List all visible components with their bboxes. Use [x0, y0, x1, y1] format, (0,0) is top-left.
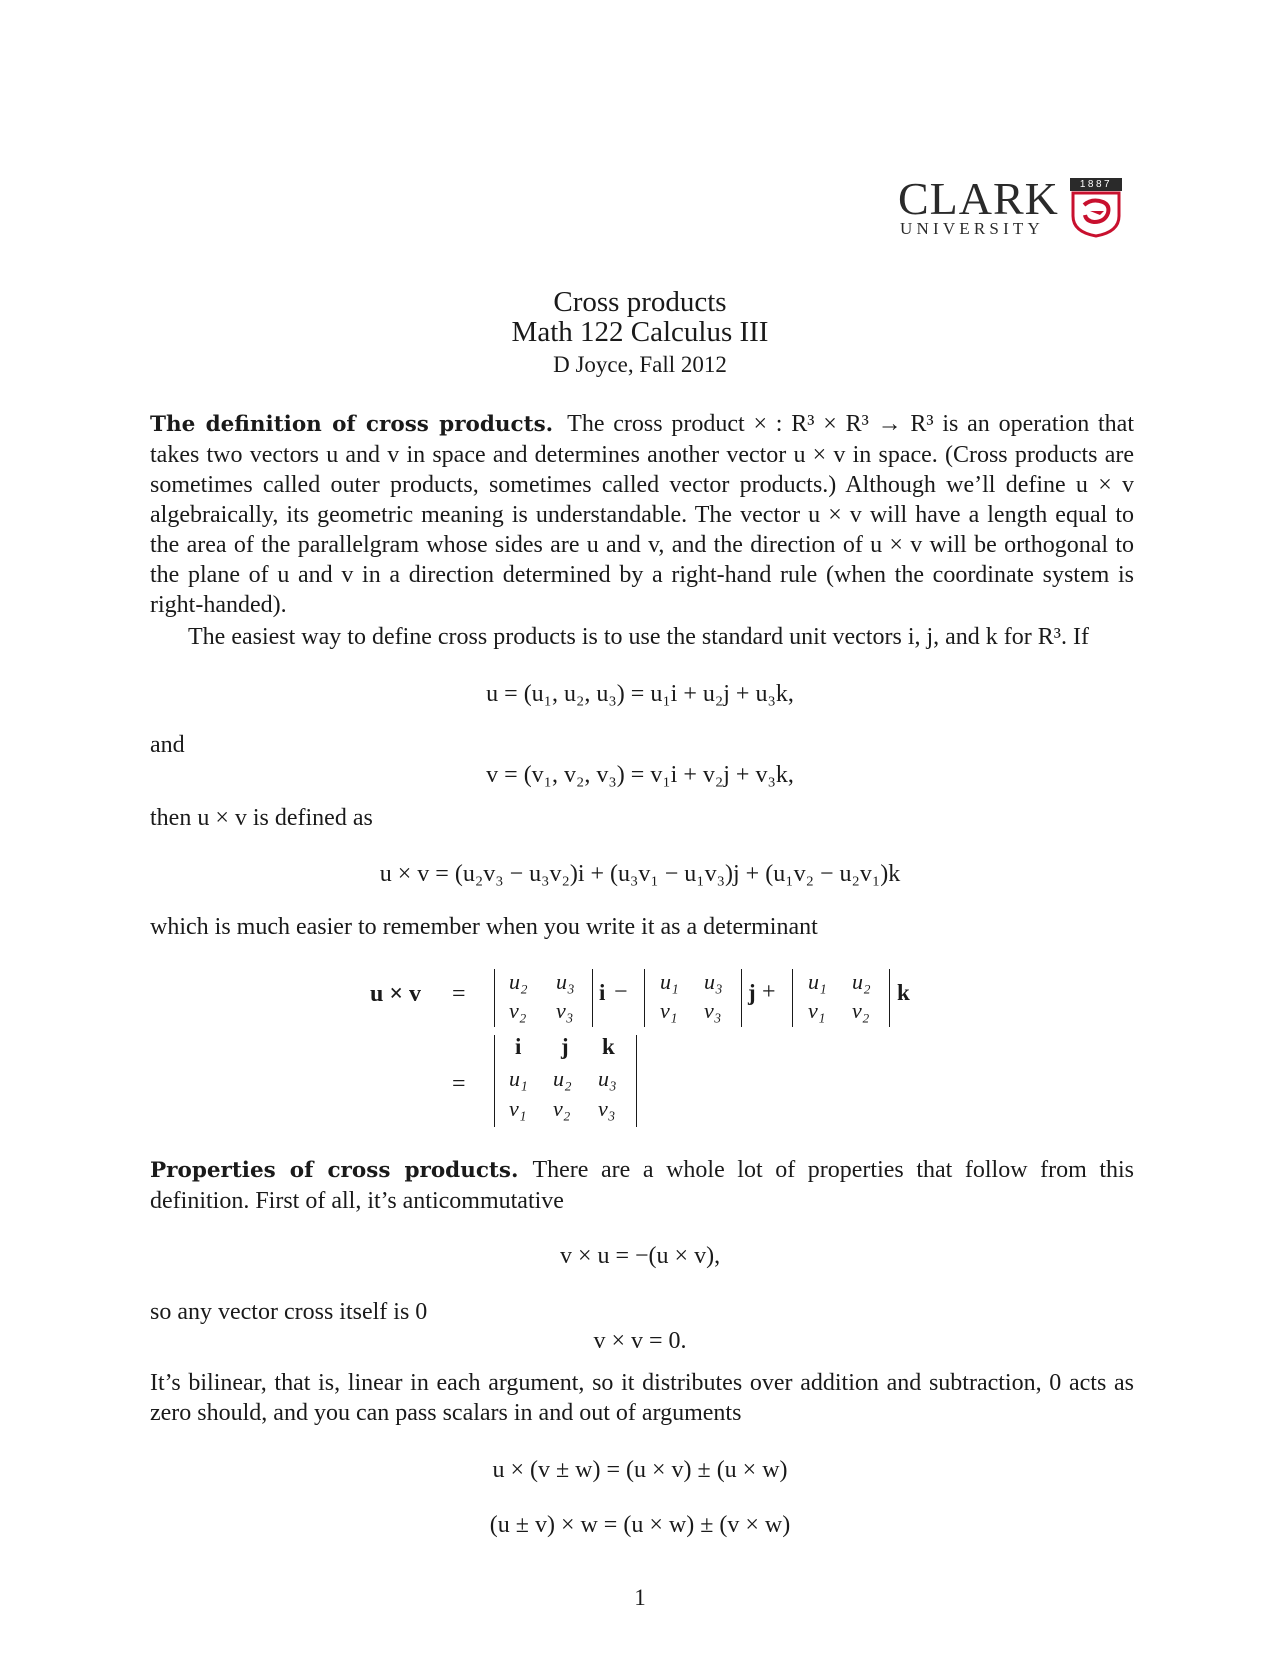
text-then: then u × v is defined as [150, 805, 373, 831]
det2-cell: u₃ [704, 969, 723, 994]
det1-cell: v₃ [556, 998, 574, 1023]
big-det-cell: v₃ [598, 1096, 616, 1121]
section-definition [150, 409, 1134, 620]
big-det-cell: j [561, 1034, 569, 1059]
det2-cell: v₃ [704, 998, 722, 1023]
det3-cell: u₁ [808, 969, 827, 994]
det3-cell: v₁ [808, 998, 826, 1023]
det2-left-bar [644, 969, 645, 1027]
det1-cell: u₂ [509, 969, 528, 994]
author-line: D Joyce, Fall 2012 [553, 352, 727, 377]
text-and: and [150, 732, 185, 758]
course-name: Math 122 Calculus III [511, 316, 769, 348]
page-number: 1 [634, 1585, 646, 1610]
document-title: Cross products [553, 286, 727, 318]
big-det-cell: v₂ [553, 1096, 571, 1121]
det3-left-bar [792, 969, 793, 1027]
section-properties [150, 1155, 1134, 1216]
big-det-right-bar [636, 1035, 637, 1127]
equation-v: v = (v₁, v₂, v₃) = v₁i + v₂j + v₃k, [486, 762, 794, 788]
det2-cell: u₁ [660, 969, 679, 994]
big-det-cell: k [602, 1034, 615, 1059]
bilinear-paragraph: It’s bilinear, that is, linear in each argument, so it distributes over addition and subtraction, 0 acts as zero should, and you can pass scalars in and out of arguments [150, 1370, 1134, 1426]
text-self-cross: so any vector cross itself is 0 [150, 1299, 428, 1325]
equation-self-cross: v × v = 0. [593, 1328, 687, 1354]
big-det-left-bar [494, 1035, 495, 1127]
big-det-cell: v₁ [509, 1096, 527, 1121]
equation-u: u = (u₁, u₂, u₃) = u₁i + u₂j + u₃k, [486, 681, 794, 707]
logo-year: 1887 [1079, 179, 1113, 190]
det1-left-bar [494, 969, 495, 1027]
unit-i: i [599, 980, 606, 1005]
big-det-cell: i [515, 1034, 522, 1059]
unit-j: j [748, 980, 756, 1005]
equation-cross-product: u × v = (u₂v₃ − u₃v₂)i + (u₃v₁ − u₁v₃)j + (u₁v₂ − u₂v₁)k [379, 861, 901, 887]
det3-cell: u₂ [852, 969, 871, 994]
det-equals-1: = [452, 981, 466, 1007]
det-lhs: u × v [370, 981, 422, 1007]
equation-anticommutative: v × u = −(u × v), [559, 1243, 721, 1269]
text-determinant-intro: which is much easier to remember when you write it as a determinant [150, 914, 818, 940]
section-heading-definition: The definition of cross products. [150, 412, 554, 437]
det2-cell: v₁ [660, 998, 678, 1023]
big-det-cell: u₂ [553, 1066, 572, 1091]
equation-distributive-2: (u ± v) × w = (u × w) ± (v × w) [489, 1512, 791, 1538]
unit-vectors-paragraph: The easiest way to define cross products is to use the standard unit vectors i, j, and k for R³. If [188, 624, 1089, 650]
plus-sign: + [762, 979, 776, 1005]
clark-university-logo [898, 173, 1128, 242]
big-det-cell: u₃ [598, 1066, 617, 1091]
properties-paragraph: There are a whole lot of properties that follow from this definition. First of all, it’s anticommutative [150, 1157, 1135, 1214]
det-equals-2: = [452, 1071, 466, 1097]
definition-paragraph: The cross product × : R³ × R³ → R³ is an operation that takes two vectors u and v in space and determines another vector u × v in space. (Cross products are sometimes called outer products, sometimes called vector products.) Although we’ll define u × v algebraically, its geometric meaning is understandable. The vector u × v will have a length equal to the area of the parallelgram whose sides are u and v, and the direction of u × v will be orthogonal to the plane of u and v in a direction determined by a right-hand rule (when the coordinate system is right-handed). [150, 411, 1134, 618]
minus-sign: − [614, 979, 628, 1005]
det1-cell: v₂ [509, 998, 527, 1023]
logo-name: CLARK [898, 173, 1059, 224]
det2-right-bar [741, 969, 742, 1027]
unit-k: k [897, 980, 910, 1005]
det3-cell: v₂ [852, 998, 870, 1023]
det1-right-bar [592, 969, 593, 1027]
big-det-cell: u₁ [509, 1066, 528, 1091]
logo-subtitle: UNIVERSITY [900, 219, 1044, 238]
det1-cell: u₃ [556, 969, 575, 994]
equation-distributive-1: u × (v ± w) = (u × v) ± (u × w) [492, 1457, 788, 1483]
section-heading-properties: Properties of cross products. [150, 1158, 519, 1183]
det3-right-bar [889, 969, 890, 1027]
